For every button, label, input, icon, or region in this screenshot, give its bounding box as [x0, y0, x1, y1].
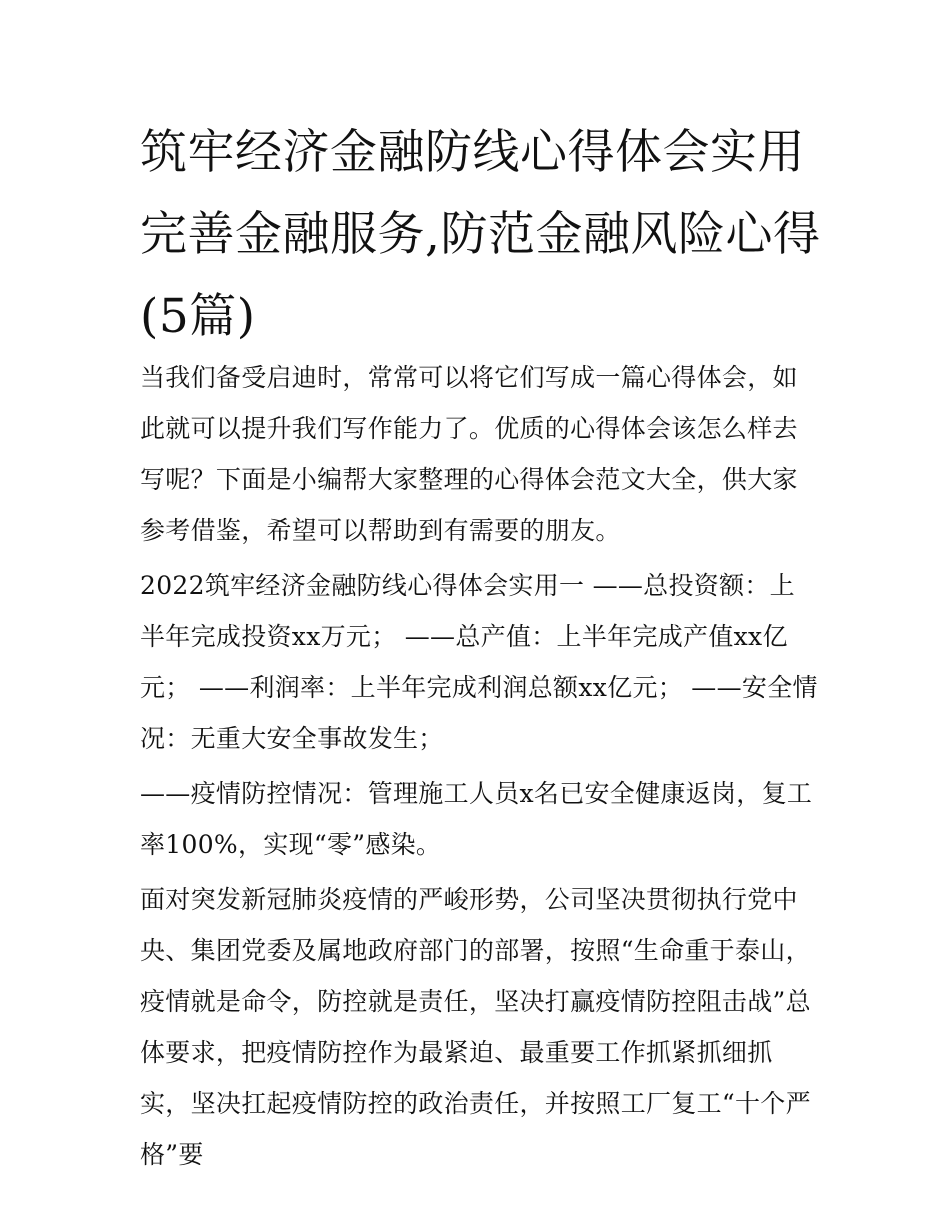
paragraph-intro: 当我们备受启迪时，常常可以将它们写成一篇心得体会，如此就可以提升我们写作能力了。优质的心得体会该怎么样去写呢？下面是小编帮大家整理的心得体会范文大全，供大家参考借鉴，希望可以帮助到有需要的朋友。 — [140, 363, 798, 545]
document-body — [140, 352, 820, 1184]
paragraph-epidemic-status: ——疫情防控情况：管理施工人员x名已安全健康返岗，复工率100%，实现“零”感染。 — [140, 779, 813, 859]
paragraph-epidemic-response: 面对突发新冠肺炎疫情的严峻形势，公司坚决贯彻执行党中央、集团党委及属地政府部门的部署，按照“生命重于泰山，疫情就是命令，防控就是责任，坚决打赢疫情防控阻击战”总体要求，把疫情防控作为最紧迫、最重要工作抓紧抓细抓实，坚决扛起疫情防控的政治责任，并按照工厂复工“十个严格”要 — [140, 885, 811, 1169]
document-title: 筑牢经济金融防线心得体会实用 完善金融服务,防范金融风险心得(5篇) — [140, 125, 821, 344]
paragraph-summary-figures: 2022筑牢经济金融防线心得体会实用一 ——总投资额：上半年完成投资xx万元； ——总产值：上半年完成产值xx亿元； ——利润率：上半年完成利润总额xx亿元； ——安全情况：无重大安全事故发生； — [140, 571, 818, 753]
